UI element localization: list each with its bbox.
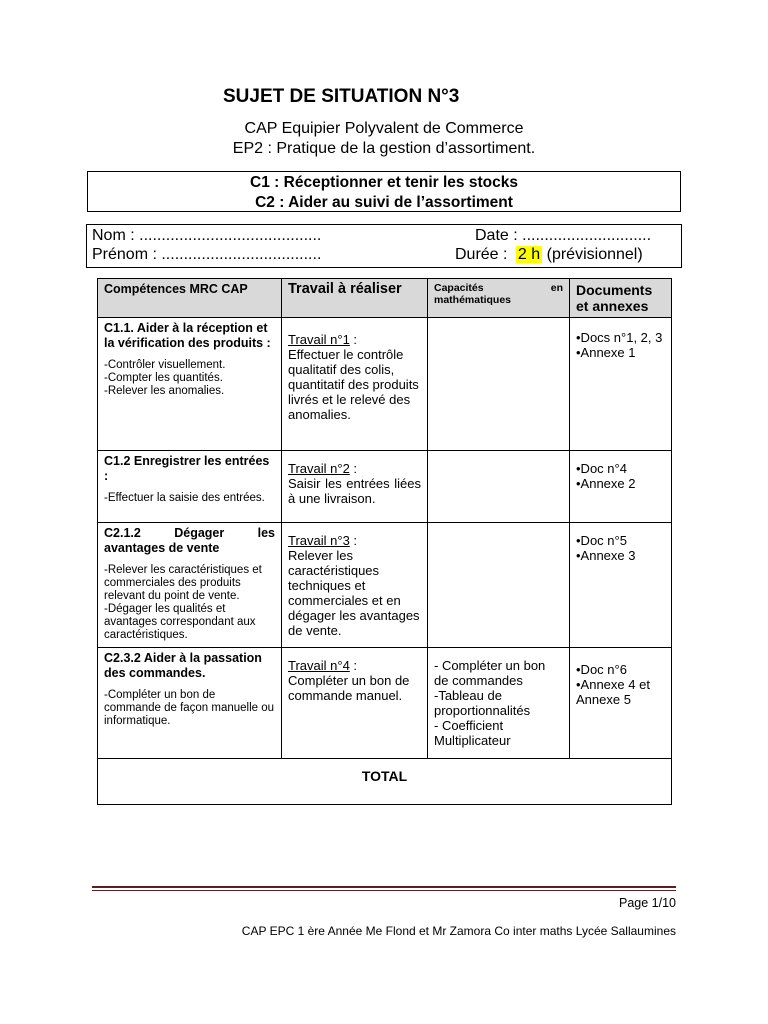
competence-detail: -Compter les quantités. [104,372,223,384]
nom-field[interactable]: Nom : ......................................... [92,227,322,244]
travail-text: Effectuer le contrôle qualitatif des colis, quantitatif des produits livrés et le relevé des anomalies. [288,347,419,422]
document-ref: •Doc n°6 [576,662,627,677]
competence-detail: -Dégager les qualités et avantages correspondant aux caractéristiques. [104,603,256,641]
capacites-cell [428,451,570,523]
document-ref: •Annexe 2 [576,476,636,491]
capacites-cell [428,318,570,451]
competence-detail: -Compléter un bon de commande de façon manuelle ou informatique. [104,689,275,727]
competence-details [104,689,275,728]
table-row [98,451,672,523]
capacite-item: - Coefficient Multiplicateur [434,718,511,748]
header-documents: Documents et annexes [570,279,672,318]
competence-title: C1.1. Aider à la réception et la vérification des produits : [104,321,271,350]
document-title: SUJET DE SITUATION N°3 [223,86,460,107]
header-capacites-math: mathématiques [434,294,512,306]
travail-separator: : [349,461,358,476]
travail-separator: : [349,533,358,548]
travail-text: Saisir les entrées liées à une livraison. [288,476,421,506]
header-capacites-en: en [550,282,563,294]
footer-rule-thin [92,890,676,891]
capacite-item: -Tableau de proportionnalités [434,688,531,718]
total-cell: TOTAL [98,759,672,805]
table-header-row [98,279,672,318]
header-capacites [428,279,570,318]
competence-details [104,492,275,505]
documents-cell [570,523,672,648]
table-row [98,318,672,451]
date-field[interactable]: Date : ............................. [475,227,652,244]
competence-detail: -Relever les anomalies. [104,385,225,397]
documents-cell [570,648,672,759]
header-capacites-word: Capacités [434,282,484,294]
competence-detail: -Relever les caractéristiques et commerciales des produits relevant du point de vente. [104,564,262,602]
competence-details [104,564,275,642]
header-competences: Compétences MRC CAP [98,279,282,318]
travail-text: Compléter un bon de commande manuel. [288,673,410,703]
documents-cell [570,451,672,523]
travail-separator: : [349,658,358,673]
document-ref: •Doc n°5 [576,533,627,548]
travail-cell [282,318,428,451]
capacites-cell [428,648,570,759]
page-number: Page 1/10 [619,896,676,910]
travail-label: Travail n°1 [288,332,350,347]
competence-cell [98,451,282,523]
travail-text: Relever les caractéristiques techniques et commerciales et en dégager les avantages de vente. [288,548,420,638]
travail-cell [282,451,428,523]
document-ref: •Annexe 1 [576,345,636,360]
competence-details [104,359,275,398]
duree-label: Durée : [455,246,508,263]
competence-title: C2.1.2 Dégager les avantages de vente [104,526,275,555]
travail-label: Travail n°3 [288,533,350,548]
total-row [98,759,672,805]
duree-note: (prévisionnel) [546,246,643,263]
duree-line [455,246,643,264]
document-ref: •Docs n°1, 2, 3 [576,330,663,345]
competences-box [87,171,681,212]
situation-table [97,278,672,805]
documents-cell [570,318,672,451]
competence-title: C1.2 Enregistrer les entrées : [104,454,270,483]
footer-credits: CAP EPC 1 ère Année Me Flond et Mr Zamora Co inter maths Lycée Sallaumines [241,924,676,938]
duree-value: 2 h [517,246,541,263]
competence-cell [98,523,282,648]
travail-cell [282,648,428,759]
document-ref: •Annexe 4 et Annexe 5 [576,677,650,707]
capacite-item: - Compléter un bon de commandes [434,658,546,688]
document-ref: •Annexe 3 [576,548,636,563]
header-travail: Travail à réaliser [282,279,428,318]
competence-cell [98,318,282,451]
document-subtitle-exam: EP2 : Pratique de la gestion d’assortiment. [232,140,536,157]
competence-cell [98,648,282,759]
competence-detail: -Contrôler visuellement. [104,359,226,371]
competence-c2: C2 : Aider au suivi de l’assortiment [255,194,513,211]
student-identity-box [86,224,682,268]
travail-label: Travail n°4 [288,658,350,673]
table-row [98,648,672,759]
competence-detail: -Effectuer la saisie des entrées. [104,492,265,504]
travail-cell [282,523,428,648]
table-row [98,523,672,648]
document-subtitle-course: CAP Equipier Polyvalent de Commerce [244,120,524,137]
travail-label: Travail n°2 [288,461,350,476]
competence-title: C2.3.2 Aider à la passation des commandes. [104,651,262,680]
capacites-cell [428,523,570,648]
competence-c1: C1 : Réceptionner et tenir les stocks [250,174,518,191]
travail-separator: : [349,332,358,347]
footer-rule [92,886,676,888]
document-ref: •Doc n°4 [576,461,627,476]
prenom-field[interactable]: Prénom : .................................... [92,246,322,263]
